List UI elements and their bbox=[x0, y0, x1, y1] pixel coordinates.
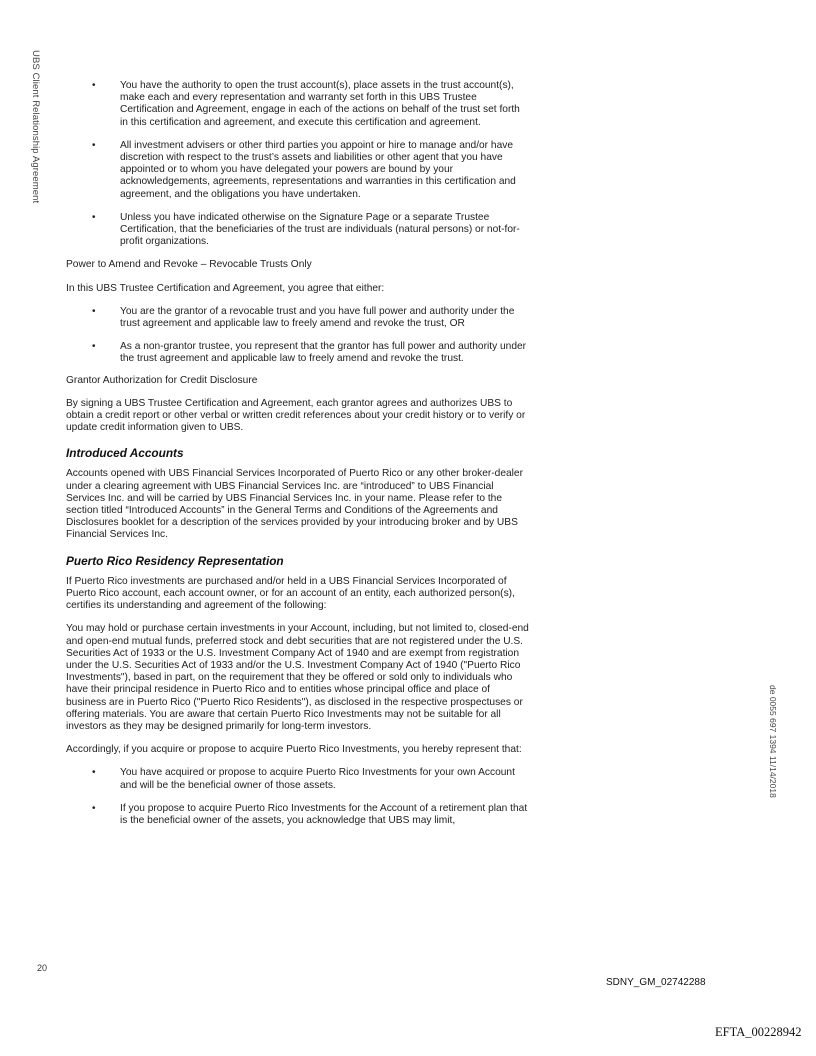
list-item: • If you propose to acquire Puerto Rico Investments for the Account of a retirement plan that is the beneficial owner of the assets, you acknowledge that UBS may limit, bbox=[120, 803, 529, 827]
introduced-accounts-heading: Introduced Accounts bbox=[66, 446, 184, 461]
power-to-amend-intro: In this UBS Trustee Certification and Agreement, you agree that either: bbox=[66, 282, 385, 294]
grantor-authorization-title: Grantor Authorization for Credit Disclosure bbox=[66, 374, 258, 386]
list-item: • As a non-grantor trustee, you represent that the grantor has full power and authority under the trust agreement and applicable law to freely amend and revoke the trust. bbox=[120, 341, 529, 365]
document-stamp-vertical: de 0055 697 1394 11/14/2018 bbox=[768, 685, 778, 798]
trustee-representations-list bbox=[66, 80, 529, 248]
grantor-authorization-text: By signing a UBS Trustee Certification and Agreement, each grantor agrees and authorizes UBS to obtain a credit report or other verbal or written credit references about your credit history or to verify or update credit information given to UBS. bbox=[66, 397, 526, 434]
list-item: • You have the authority to open the trust account(s), place assets in the trust account(s), make each and every representation and warranty set forth in this UBS Trustee Certification and Agreement, engage in each of the actions on behalf of the trust set forth in this certification and agreement, and execute this certification and agreement. bbox=[120, 80, 529, 129]
list-item: • You have acquired or propose to acquire Puerto Rico Investments for your own Account and will be the beneficial owner of those assets. bbox=[120, 767, 529, 791]
bates-number: SDNY_GM_02742288 bbox=[606, 977, 706, 988]
introduced-accounts-text: Accounts opened with UBS Financial Services Incorporated of Puerto Rico or any other broker-dealer under a clearing agreement with UBS Financial Services Inc. are “introduced” to UBS Financial Services Inc. and will be carried by UBS Financial Services Inc. in your name. Please refer to the section titled “Introduced Accounts” in the General Terms and Conditions of the Agreements and Disclosures booklet for a description of the services provided by your introducing broker and by UBS Financial Services Inc. bbox=[66, 468, 523, 541]
document-body bbox=[66, 80, 529, 838]
puerto-rico-para-2: You may hold or purchase certain investments in your Account, including, but not limited to, closed-end and open-end mutual funds, preferred stock and debt securities that are not registered under the U.S. Securities Act of 1933 or the U.S. Investment Company Act of 1940 and are exempt from registration under the U.S. Securities Act of 1933 and/or the U.S. Investment Company Act of 1940 ("Puerto Rico Investments"), based in part, on the requirement that they be offered or sold only to individuals who have their principal residence in Puerto Rico and to entities whose principal office and place of business are in Puerto Rico ("Puerto Rico Residents"), as disclosed in the respective prospectuses or offering materials. You are aware that certain Puerto Rico Investments may not be suitable for all investors as they may be designed primarily for long-term investors. bbox=[66, 623, 529, 732]
puerto-rico-para-1: If Puerto Rico investments are purchased and/or held in a UBS Financial Services Incorporated of Puerto Rico account, each account owner, or for an account of an entity, each authorized person(s), certifies its understanding and agreement of the following: bbox=[66, 575, 515, 612]
running-header-vertical: UBS Client Relationship Agreement bbox=[30, 50, 41, 204]
list-item: • All investment advisers or other third parties you appoint or hire to manage and/or have discretion with respect to the trust’s assets and liabilities or other agent that you have appointed or to whom you have delegated your powers are bound by your acknowledgements, agreements, representations and warranties in this certification and agreement, and the obligations you have undertaken. bbox=[120, 140, 529, 201]
power-to-amend-title: Power to Amend and Revoke – Revocable Trusts Only bbox=[66, 259, 312, 271]
puerto-rico-residency-heading: Puerto Rico Residency Representation bbox=[66, 553, 284, 568]
puerto-rico-para-3: Accordingly, if you acquire or propose to acquire Puerto Rico Investments, you hereby represent that: bbox=[66, 744, 522, 756]
efta-number: EFTA_00228942 bbox=[715, 1025, 802, 1039]
revocable-trust-list bbox=[66, 306, 529, 366]
list-item: • Unless you have indicated otherwise on the Signature Page or a separate Trustee Certification, that the beneficiaries of the trust are individuals (natural persons) or not-for-profit organizations. bbox=[120, 212, 529, 249]
page-number: 20 bbox=[37, 963, 48, 973]
list-item: • You are the grantor of a revocable trust and you have full power and authority under the trust agreement and applicable law to freely amend and revoke the trust, OR bbox=[120, 306, 529, 330]
puerto-rico-representations-list bbox=[66, 767, 529, 827]
